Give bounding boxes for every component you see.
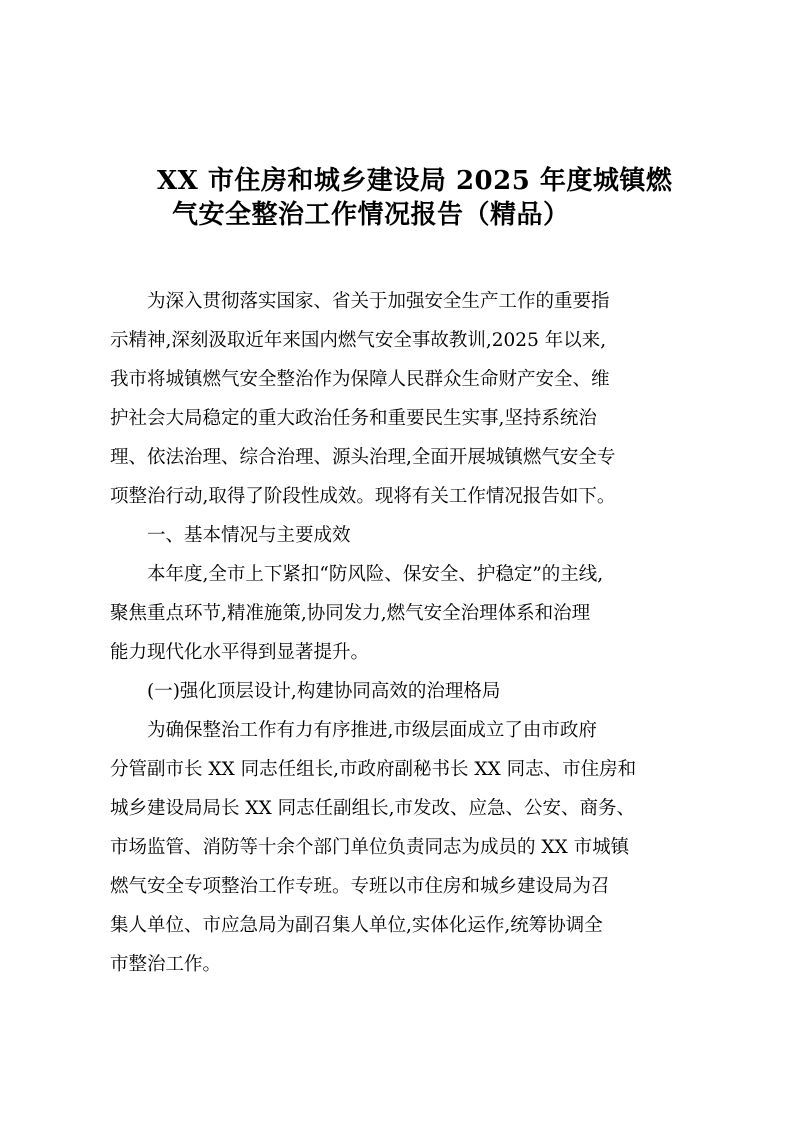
section-heading xyxy=(110,516,690,555)
paragraph-line: 分管副市长 XX 同志任组长,市政府副秘书长 XX 同志、市住房和 xyxy=(110,759,637,780)
paragraph-line: 为深入贯彻落实国家、省关于加强安全生产工作的重要指 xyxy=(147,291,610,312)
paragraph-line: 示精神,深刻汲取近年来国内燃气安全事故教训,2025 年以来, xyxy=(110,330,607,351)
paragraph-line: 燃气安全专项整治工作专班。专班以市住房和城乡建设局为召 xyxy=(110,876,610,897)
paragraph-line: 城乡建设局局长 XX 同志任副组长,市发改、应急、公安、商务、 xyxy=(110,798,635,819)
section-heading-text: 一、基本情况与主要成效 xyxy=(147,525,351,546)
paragraph-line: 本年度,全市上下紧扣“防风险、保安全、护稳定”的主线, xyxy=(147,564,604,585)
paragraph-line: 护社会大局稳定的重大政治任务和重要民生实事,坚持系统治 xyxy=(110,408,597,429)
paragraph-line: 集人单位、市应急局为副召集人单位,实体化运作,统筹协调全 xyxy=(110,915,603,936)
paragraph-line: 市场监管、消防等十余个部门单位负责同志为成员的 XX 市城镇 xyxy=(110,837,630,858)
paragraph-line: 为确保整治工作有力有序推进,市级层面成立了由市政府 xyxy=(147,720,597,741)
paragraph-line: 能力现代化水平得到显著提升。 xyxy=(110,642,370,663)
subsection-heading-text: (一)强化顶层设计,构建协同高效的治理格局 xyxy=(147,681,501,702)
paragraph-line: 聚焦重点环节,精准施策,协同发力,燃气安全治理体系和治理 xyxy=(110,603,591,624)
paragraph-line: 理、依法治理、综合治理、源头治理,全面开展城镇燃气安全专 xyxy=(110,447,616,468)
paragraph-line: 项整治行动,取得了阶段性成效。现将有关工作情况报告如下。 xyxy=(110,486,616,507)
subsection-heading xyxy=(110,672,690,711)
subsection-paragraph xyxy=(110,711,690,984)
document-title-line-1: XX 市住房和城乡建设局 2025 年度城镇燃 xyxy=(157,166,673,196)
paragraph-line: 市整治工作。 xyxy=(110,954,222,975)
intro-paragraph xyxy=(110,282,690,516)
document-title-line-2: 气安全整治工作情况报告（精品） xyxy=(172,200,570,230)
paragraph-line: 我市将城镇燃气安全整治作为保障人民群众生命财产安全、维 xyxy=(110,369,610,390)
section-paragraph xyxy=(110,555,690,672)
